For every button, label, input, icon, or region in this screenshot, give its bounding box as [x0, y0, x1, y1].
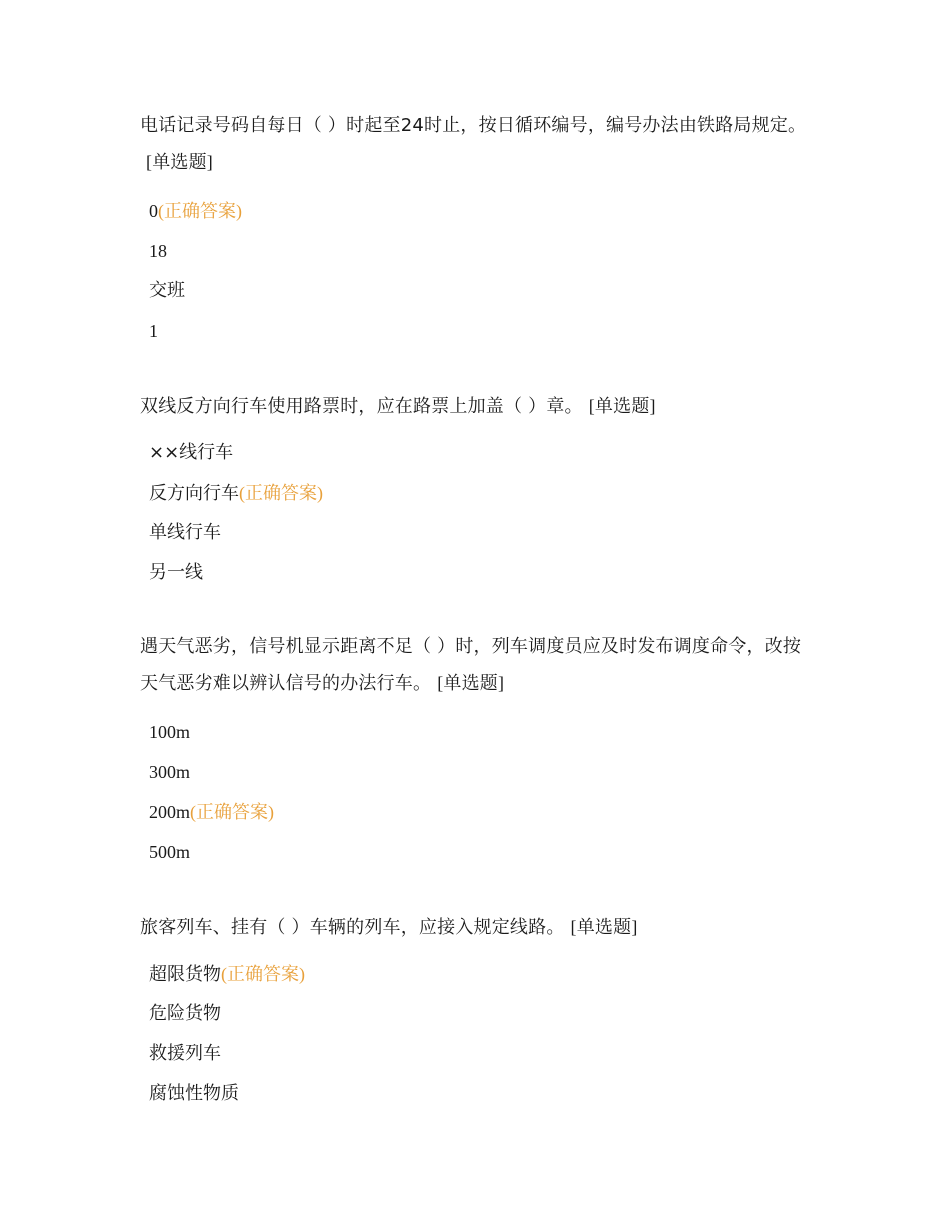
option-text: 危险货物	[149, 1003, 221, 1024]
option-b	[149, 231, 810, 271]
question-text: 电话记录号码自每日（ ）时起至24时止，按日循环编号，编号办法由铁路局规定。	[140, 115, 807, 136]
correct-answer-mark: (正确答案)	[158, 201, 242, 221]
question-1	[140, 108, 810, 351]
question-text: 双线反方向行车使用路票时，应在路票上加盖（ ）章。	[140, 396, 583, 417]
option-list	[140, 712, 810, 872]
option-text: 100m	[149, 722, 191, 742]
option-list	[140, 954, 810, 1114]
question-type-tag: [单选题]	[588, 396, 656, 416]
question-text: 旅客列车、挂有（ ）车辆的列车，应接入规定线路。	[140, 917, 565, 938]
option-c	[149, 271, 810, 311]
option-a	[149, 433, 810, 473]
option-text: 单线行车	[149, 522, 221, 543]
option-text: 反方向行车	[149, 483, 239, 504]
correct-answer-mark: (正确答案)	[221, 964, 305, 984]
option-b	[149, 994, 810, 1034]
option-text: 超限货物	[149, 964, 221, 985]
option-text: ××线行车	[149, 442, 234, 463]
option-text: 救援列车	[149, 1043, 221, 1064]
question-type-tag: [单选题]	[437, 673, 505, 693]
option-d	[149, 832, 810, 872]
question-text: 遇天气恶劣，信号机显示距离不足（ ）时，列车调度员应及时发布调度命令，改按天气恶劣难以辨认信号的办法行车。	[140, 636, 802, 694]
option-text: 500m	[149, 842, 191, 862]
option-text: 腐蚀性物质	[149, 1083, 239, 1104]
option-d	[149, 1074, 810, 1114]
option-c	[149, 1034, 810, 1074]
question-stem	[140, 629, 810, 702]
question-2	[140, 388, 810, 593]
option-list	[140, 433, 810, 593]
option-b	[149, 752, 810, 792]
option-text: 另一线	[149, 562, 203, 583]
option-text: 1	[149, 321, 158, 341]
option-text: 交班	[149, 280, 185, 301]
option-a	[149, 712, 810, 752]
option-c	[149, 513, 810, 553]
question-4	[140, 909, 810, 1114]
question-stem	[140, 909, 810, 946]
question-stem	[140, 108, 810, 181]
option-d	[149, 311, 810, 351]
question-type-tag: [单选题]	[570, 917, 638, 937]
option-a	[149, 191, 810, 231]
option-text: 200m	[149, 802, 191, 822]
option-text: 18	[149, 241, 167, 261]
option-b	[149, 473, 810, 513]
option-text: 0	[149, 201, 158, 221]
option-c	[149, 792, 810, 832]
question-stem	[140, 388, 810, 425]
correct-answer-mark: (正确答案)	[239, 483, 323, 503]
option-list	[140, 191, 810, 351]
option-text: 300m	[149, 762, 191, 782]
question-3	[140, 629, 810, 872]
correct-answer-mark: (正确答案)	[190, 802, 275, 822]
option-d	[149, 553, 810, 593]
option-a	[149, 954, 810, 994]
question-type-tag: [单选题]	[146, 152, 213, 172]
